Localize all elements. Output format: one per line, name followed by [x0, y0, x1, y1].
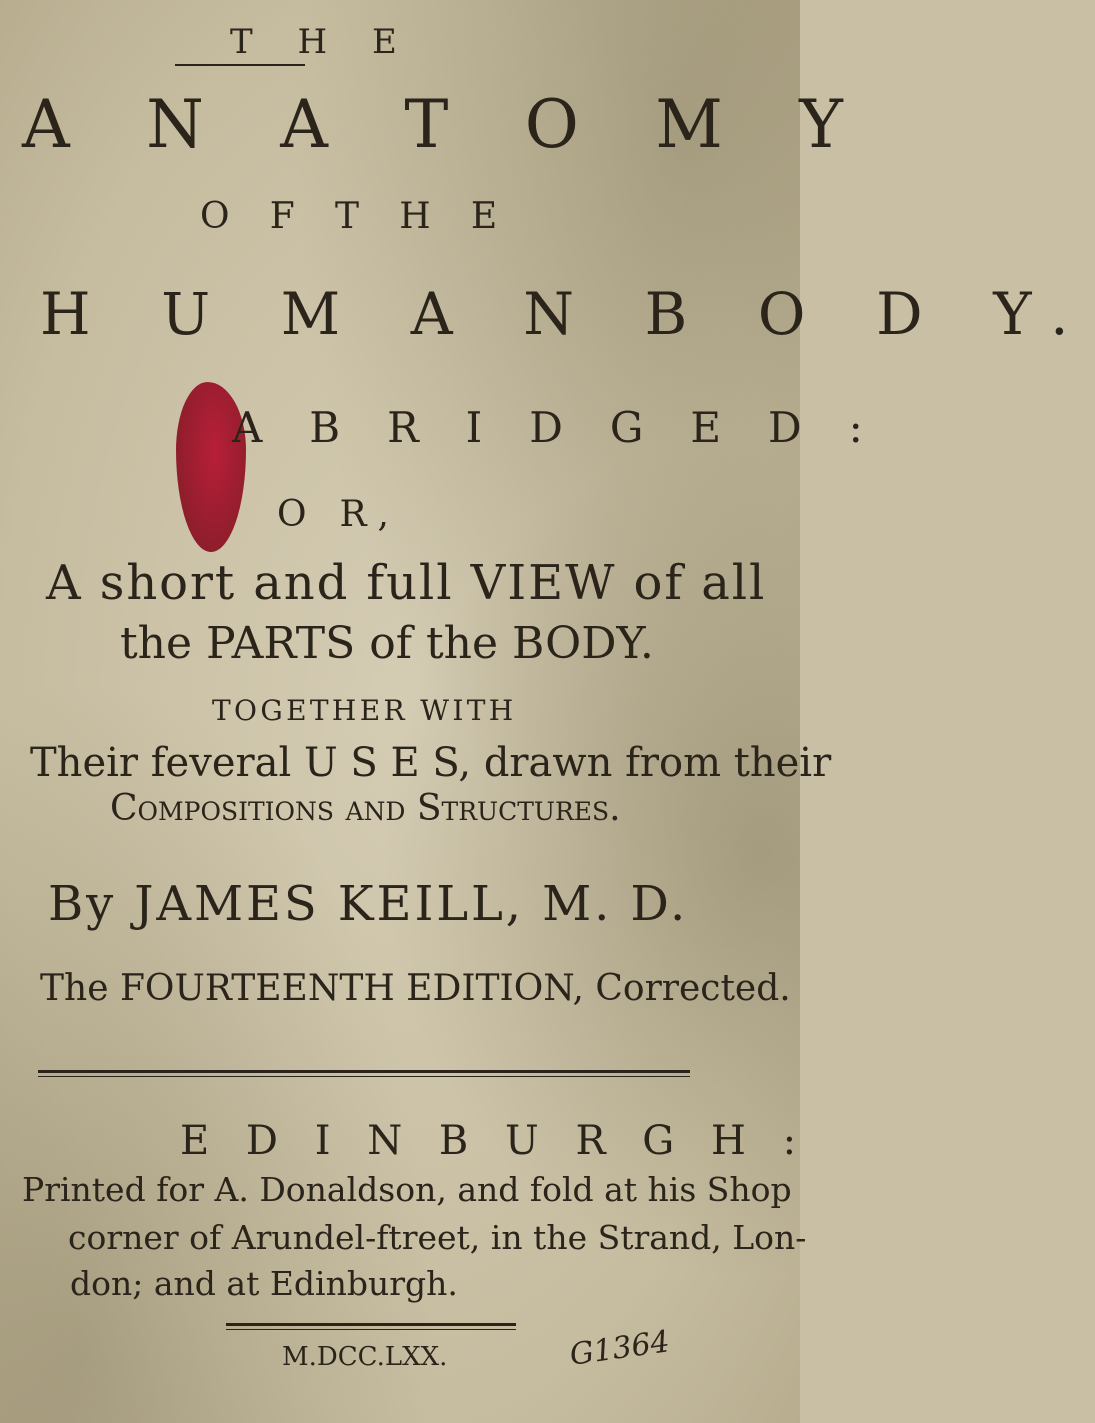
- title-of-the: O F T H E: [200, 196, 512, 237]
- edition-line: The FOURTEENTH EDITION, Corrected.: [40, 968, 791, 1009]
- uses-line: Their feveral U S E S, drawn from their: [30, 740, 832, 786]
- divider-rule: [38, 1070, 690, 1073]
- imprint-line-3: don; and at Edinburgh.: [70, 1264, 458, 1303]
- title-human-body: H U M A N B O D Y.: [40, 280, 1095, 348]
- title-underline: [175, 64, 305, 66]
- compositions-line: Compositions and Structures.: [110, 788, 621, 829]
- title-the: T H E: [230, 22, 414, 62]
- author-line: By JAMES KEILL, M. D.: [48, 876, 689, 932]
- handwritten-note: G1364: [567, 1324, 672, 1373]
- title-anatomy: A N A T O M Y: [22, 86, 871, 163]
- divider-rule-thin: [38, 1076, 690, 1077]
- date-rule: [226, 1323, 516, 1326]
- imprint-line-1: Printed for A. Donaldson, and fold at his Shop: [22, 1170, 792, 1209]
- imprint-city: E D I N B U R G H :: [180, 1118, 809, 1164]
- subtitle-line-1: A short and full VIEW of all: [46, 555, 767, 611]
- together-with: TOGETHER WITH: [212, 694, 517, 727]
- date-rule-thin: [226, 1329, 516, 1330]
- title-abridged: A B R I D G E D :: [232, 403, 880, 452]
- title-or: O R,: [277, 494, 400, 535]
- subtitle-line-2: the PARTS of the BODY.: [120, 618, 654, 669]
- imprint-line-2: corner of Arundel-ftreet, in the Strand, Lon-: [68, 1218, 807, 1257]
- imprint-date: M.DCC.LXX.: [282, 1342, 448, 1372]
